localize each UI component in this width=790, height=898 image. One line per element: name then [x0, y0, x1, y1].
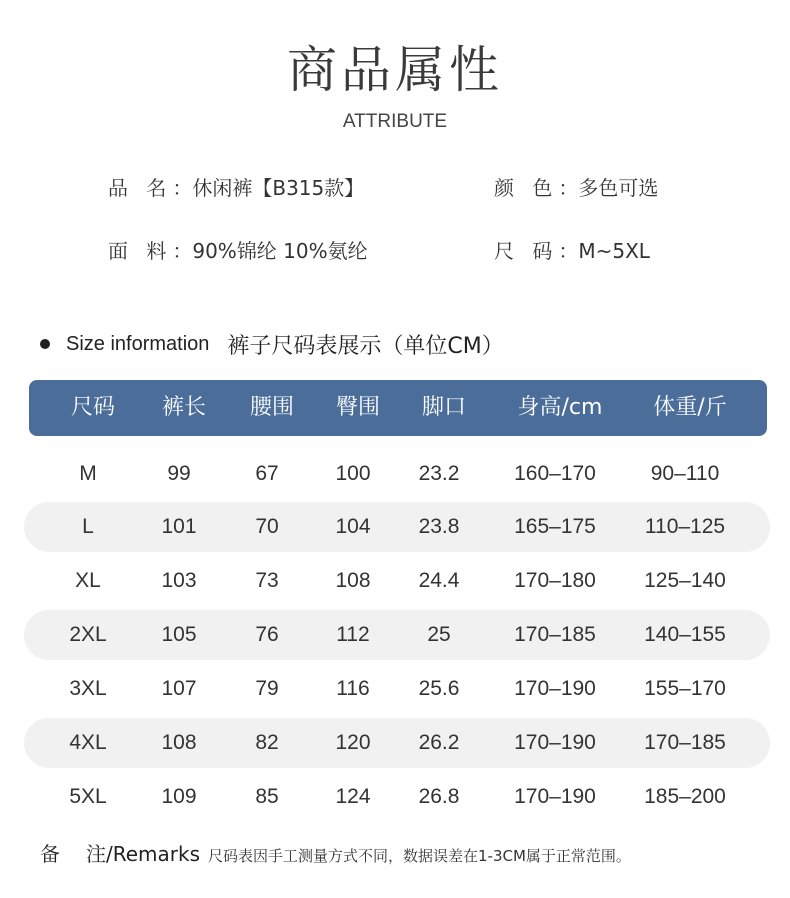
table-cell: 170–180 [514, 569, 596, 592]
table-cell: 26.8 [418, 785, 460, 808]
table-cell: 170–190 [514, 677, 596, 700]
column-header-length: 裤长 [161, 395, 206, 420]
attribute-value: 90%锦纶 10%氨纶 [192, 239, 368, 263]
table-cell: 140–155 [644, 623, 726, 646]
attribute-value: 休闲裤【B315款】 [192, 176, 365, 200]
remarks-label-rest: 注/Remarks [86, 842, 201, 866]
table-cell: 105 [161, 623, 197, 646]
section-title-english: Size information [66, 332, 210, 355]
page-subtitle: ATTRIBUTE [342, 111, 448, 132]
table-cell: 108 [335, 569, 371, 592]
table-cell: 23.8 [418, 515, 460, 538]
remarks-label-cn: 备 [40, 842, 86, 866]
attribute-product-name [108, 174, 364, 202]
table-cell: 170–185 [514, 623, 596, 646]
table-cell: 104 [335, 515, 371, 538]
table-cell: 155–170 [644, 677, 726, 700]
table-cell: 108 [161, 731, 197, 754]
table-cell: 76 [255, 623, 279, 646]
table-cell: 116 [336, 677, 370, 700]
table-cell: 24.4 [418, 569, 460, 592]
attribute-color [494, 174, 658, 202]
column-header-height: 身高/cm [517, 395, 603, 420]
column-header-waist: 腰围 [249, 395, 294, 420]
table-cell: 103 [161, 569, 197, 592]
table-cell: 120 [335, 731, 371, 754]
table-cell: 67 [255, 462, 279, 485]
table-cell: 70 [255, 515, 279, 538]
table-cell: 5XL [69, 785, 107, 808]
table-row [24, 718, 770, 768]
table-cell: 100 [335, 462, 371, 485]
column-header-hip: 臀围 [335, 395, 380, 420]
table-cell: 23.2 [418, 462, 460, 485]
table-cell: 109 [161, 785, 197, 808]
table-cell: 110–125 [644, 515, 726, 538]
attribute-separator: ： [172, 239, 193, 263]
table-cell: 125–140 [644, 569, 726, 592]
table-cell: 107 [161, 677, 197, 700]
table-row [24, 664, 770, 714]
table-cell: 165–175 [514, 515, 596, 538]
table-cell: 82 [255, 731, 279, 754]
attribute-separator: ： [558, 239, 579, 263]
size-table-header [29, 380, 767, 436]
table-cell: 85 [255, 785, 279, 808]
table-cell: L [82, 515, 94, 538]
table-cell: 3XL [69, 677, 107, 700]
attribute-separator: ： [172, 176, 193, 200]
table-cell: M [79, 462, 97, 485]
attribute-separator: ： [558, 176, 579, 200]
attribute-key: 颜 色 [494, 176, 559, 200]
attribute-key: 品 名 [108, 176, 173, 200]
table-cell: 185–200 [644, 785, 726, 808]
table-row [24, 556, 770, 606]
table-cell: 79 [255, 677, 279, 700]
table-cell: 90–110 [650, 462, 720, 485]
table-row [24, 772, 770, 822]
table-cell: 170–190 [514, 731, 596, 754]
table-row [24, 449, 770, 499]
page-title: 商品属性 [287, 41, 503, 99]
table-cell: 170–190 [514, 785, 596, 808]
attribute-value: 多色可选 [578, 176, 659, 200]
table-cell: 112 [336, 623, 370, 646]
attribute-size [494, 237, 650, 265]
table-cell: 26.2 [418, 731, 460, 754]
remarks-label [40, 838, 200, 867]
column-header-leg-opening: 脚口 [421, 395, 466, 420]
table-row [24, 610, 770, 660]
bullet-dot-icon [40, 339, 50, 349]
table-cell: 4XL [69, 731, 107, 754]
size-section-heading [40, 328, 504, 360]
remarks-text: 尺码表因手工测量方式不同，数据误差在1-3CM属于正常范围。 [208, 847, 631, 865]
attribute-value: M~5XL [578, 239, 650, 263]
table-cell: XL [75, 569, 101, 592]
table-cell: 124 [335, 785, 371, 808]
table-cell: 101 [161, 515, 197, 538]
column-header-size: 尺码 [70, 395, 115, 420]
attribute-key: 尺 码 [494, 239, 559, 263]
remarks-note [40, 838, 631, 867]
section-title-chinese: 裤子尺码表展示（单位CM） [227, 333, 504, 359]
attribute-fabric [108, 237, 368, 265]
table-cell: 73 [255, 569, 279, 592]
table-cell: 2XL [69, 623, 107, 646]
table-cell: 99 [167, 462, 191, 485]
table-cell: 160–170 [514, 462, 596, 485]
attribute-key: 面 料 [108, 239, 173, 263]
table-cell: 170–185 [644, 731, 726, 754]
table-cell: 25 [427, 623, 451, 646]
table-cell: 25.6 [418, 677, 460, 700]
column-header-weight: 体重/斤 [653, 395, 727, 420]
table-row [24, 502, 770, 552]
